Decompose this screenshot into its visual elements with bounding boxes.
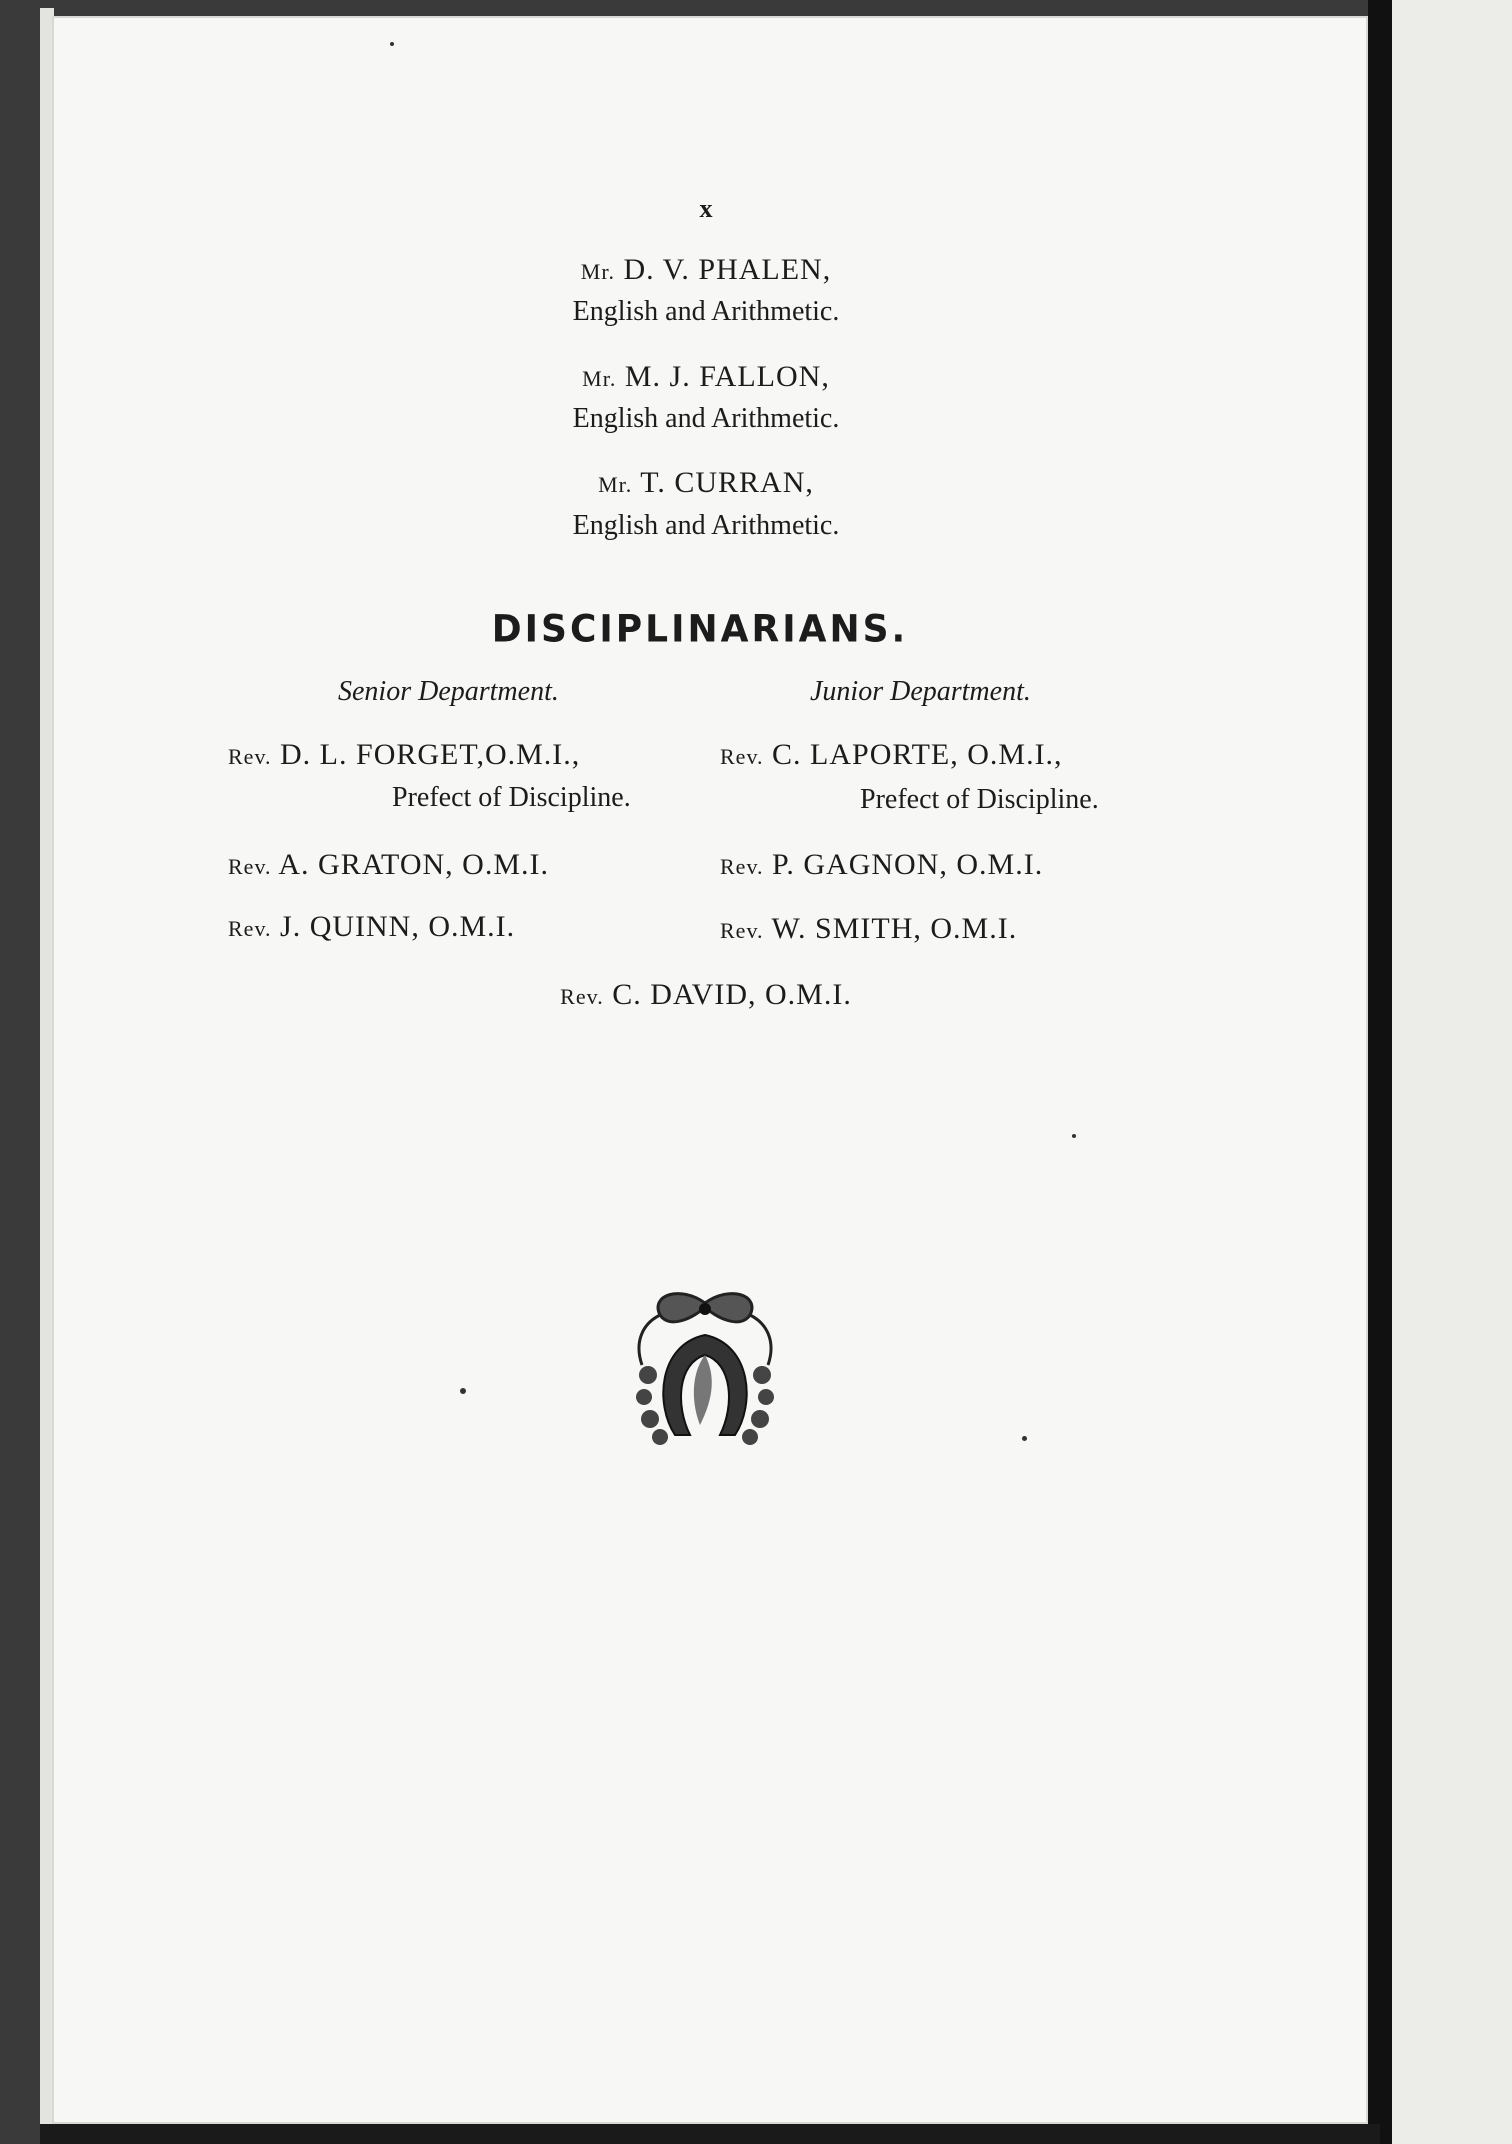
staff-entry-3 — [598, 468, 814, 498]
bottom-scan-edge — [40, 2124, 1380, 2144]
scan-speck — [390, 42, 394, 46]
senior-entry-3 — [228, 912, 515, 942]
staff-subject: English and Arithmetic. — [572, 510, 840, 541]
staff-name: D. V. PHALEN, — [623, 253, 832, 286]
scan-speck — [1072, 1134, 1076, 1138]
rev-prefix: Rev. — [720, 918, 764, 943]
rev-name: A. GRATON, O.M.I. — [278, 848, 549, 881]
section-heading: DISCIPLINARIANS. — [491, 607, 909, 651]
rev-prefix: Rev. — [228, 916, 272, 941]
scan-speck — [1022, 1436, 1027, 1441]
rev-prefix: Rev. — [228, 744, 272, 769]
rev-prefix: Rev. — [228, 854, 272, 879]
junior-department-heading: Junior Department. — [810, 676, 1031, 707]
staff-entry-1 — [581, 255, 831, 285]
final-entry — [560, 980, 852, 1010]
document-page — [52, 16, 1368, 2124]
staff-prefix: Mr. — [580, 259, 615, 284]
staff-prefix: Mr. — [582, 366, 617, 391]
page-folio: x — [699, 194, 713, 223]
junior-entry-1 — [720, 740, 1063, 770]
senior-entry-1 — [228, 740, 580, 770]
junior-entry-3 — [720, 914, 1017, 944]
rev-name: C. LAPORTE, O.M.I., — [772, 738, 1063, 771]
senior-entry-role: Prefect of Discipline. — [392, 782, 631, 813]
rev-prefix: Rev. — [720, 854, 764, 879]
staff-subject: English and Arithmetic. — [572, 403, 840, 434]
staff-name: T. CURRAN, — [640, 466, 814, 499]
staff-subject: English and Arithmetic. — [572, 296, 840, 327]
senior-entry-2 — [228, 850, 549, 880]
rev-name: C. DAVID, O.M.I. — [612, 978, 852, 1011]
rev-prefix: Rev. — [560, 984, 604, 1009]
ribbon-horseshoe-ornament-icon — [620, 1285, 790, 1455]
rev-name: J. QUINN, O.M.I. — [280, 910, 516, 943]
facing-page-edge — [1392, 0, 1512, 2144]
rev-name: D. L. FORGET,O.M.I., — [280, 738, 581, 771]
rev-name: P. GAGNON, O.M.I. — [772, 848, 1044, 881]
binding-shadow — [1368, 0, 1392, 2144]
staff-entry-2 — [582, 362, 830, 392]
rev-name: W. SMITH, O.M.I. — [771, 912, 1018, 945]
junior-entry-2 — [720, 850, 1043, 880]
senior-department-heading: Senior Department. — [338, 676, 559, 707]
scan-speck — [460, 1388, 466, 1394]
staff-prefix: Mr. — [598, 472, 633, 497]
staff-name: M. J. FALLON, — [624, 360, 830, 393]
rev-prefix: Rev. — [720, 744, 764, 769]
junior-entry-role: Prefect of Discipline. — [860, 784, 1099, 815]
